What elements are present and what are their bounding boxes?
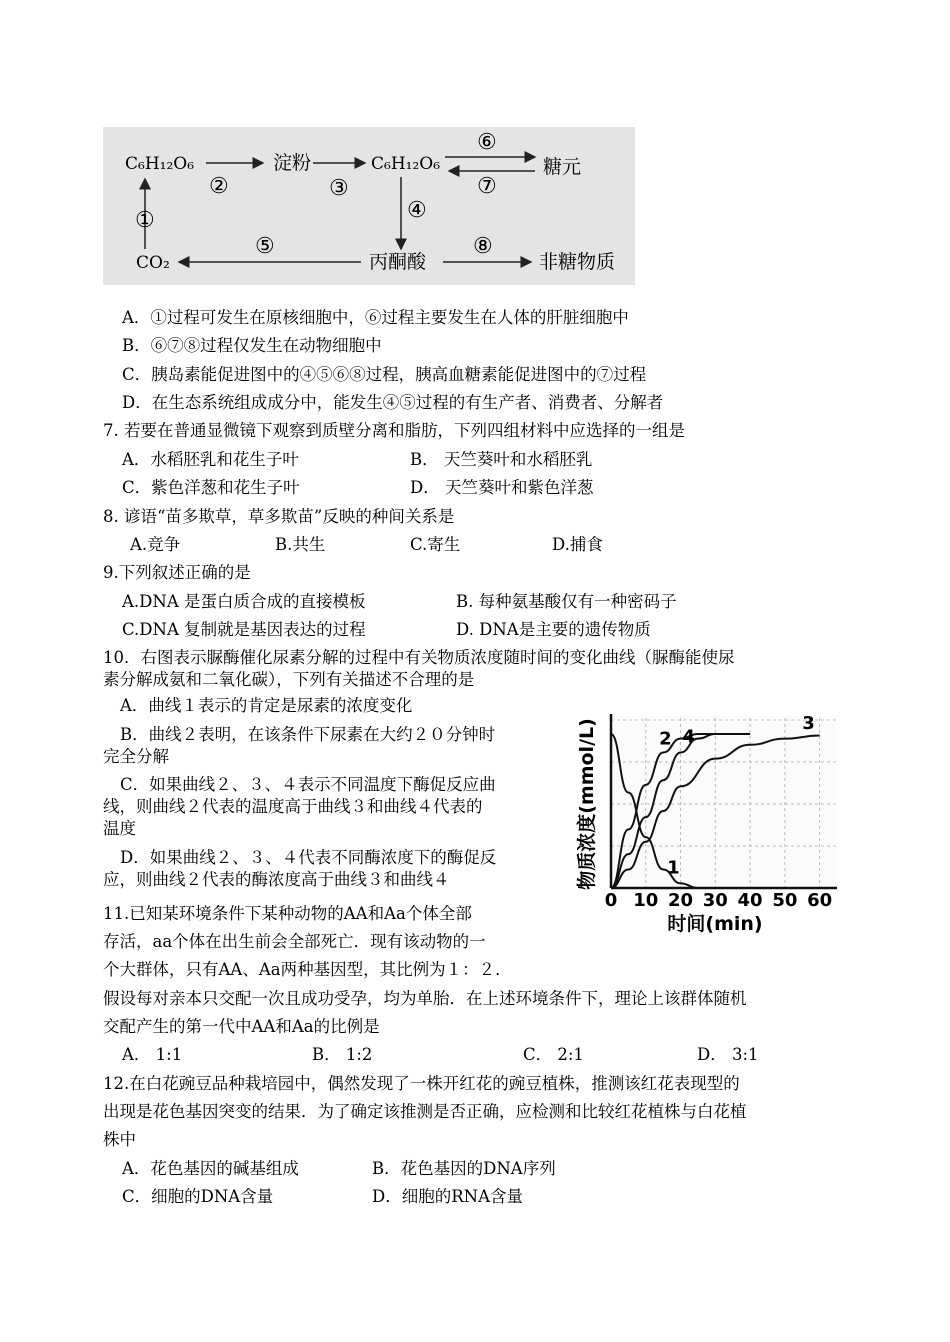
node-glucose-mid: C₆H₁₂O₆: [371, 154, 441, 174]
enzyme-concentration-chart: [565, 708, 850, 938]
q11-line2: 存活，aa个体在出生前会全部死亡．现有该动物的一: [103, 932, 486, 951]
q10-option-d-line2: 应，则曲线２代表的酶浓度高于曲线３和曲线４: [103, 870, 450, 889]
q11-line3: 个大群体，只有AA、Aa两种基因型，其比例为１：２．: [103, 960, 512, 979]
q12-line3: 株中: [103, 1130, 136, 1149]
q9-option-b: B. 每种氨基酸仅有一种密码子: [456, 592, 677, 611]
q10-stem-line2: 素分解成氨和二氧化碳），下列有关描述不合理的是: [103, 670, 475, 689]
chart-y-label: 物质浓度(mmol/L): [576, 718, 598, 890]
q10-option-a: A．曲线１表示的肯定是尿素的浓度变化: [120, 696, 413, 715]
q8-stem: 8. 谚语“苗多欺草，草多欺苗”反映的种间关系是: [103, 507, 455, 526]
chart-x-tick-label: 60: [807, 890, 833, 911]
q11-line1: 11.已知某环境条件下某种动物的AA和Aa个体全部: [103, 904, 472, 923]
chart-series-label-1: 1: [667, 857, 680, 879]
q9-option-c: C.DNA 复制就是基因表达的过程: [122, 620, 366, 639]
q8-option-a: A.竞争: [130, 535, 181, 554]
q10-option-d-line1: D．如果曲线２、３、４代表不同酶浓度下的酶促反: [120, 848, 497, 867]
q6-option-b: B．⑥⑦⑧过程仅发生在动物细胞中: [122, 336, 382, 355]
chart-x-label: 时间(min): [667, 913, 763, 935]
q11-option-b: B． 1:2: [312, 1045, 373, 1064]
node-pyruvate: 丙酮酸: [369, 251, 427, 273]
label-process-4: ④: [407, 198, 427, 223]
label-process-2: ②: [209, 174, 229, 199]
q11-option-d: D． 3:1: [697, 1045, 759, 1064]
q9-stem: 9.下列叙述正确的是: [103, 563, 251, 582]
q8-option-c: C.寄生: [410, 535, 461, 554]
q11-line5: 交配产生的第一代中AA和Aa的比例是: [103, 1017, 380, 1036]
q9-option-a: A.DNA 是蛋白质合成的直接模板: [122, 592, 366, 611]
label-process-7: ⑦: [477, 174, 497, 199]
q7-option-d: D． 天竺葵叶和紫色洋葱: [410, 478, 594, 497]
chart-x-tick-label: 20: [668, 890, 694, 911]
label-process-6: ⑥: [477, 130, 497, 155]
q12-option-a: A．花色基因的碱基组成: [122, 1159, 299, 1178]
q6-option-a: A．①过程可发生在原核细胞中，⑥过程主要发生在人体的肝脏细胞中: [122, 308, 629, 327]
q11-option-a: A． 1:1: [122, 1045, 183, 1064]
label-process-1: ①: [135, 208, 155, 233]
q7-option-c: C．紫色洋葱和花生子叶: [122, 478, 300, 497]
q10-option-b-line1: B．曲线２表明，在该条件下尿素在大约２０分钟时: [120, 725, 496, 744]
q10-option-b-line2: 完全分解: [103, 747, 169, 766]
chart-x-tick-label: 0: [604, 890, 618, 911]
chart-series-label-3: 3: [802, 713, 815, 735]
metabolism-diagram: [103, 127, 635, 285]
label-process-8: ⑧: [473, 234, 493, 259]
q12-option-c: C．细胞的DNA含量: [122, 1187, 274, 1206]
q8-option-b: B.共生: [275, 535, 326, 554]
chart-x-tick-label: 50: [772, 890, 798, 911]
node-glucose-top: C₆H₁₂O₆: [125, 154, 195, 174]
node-non-sugar: 非糖物质: [539, 251, 616, 273]
node-starch: 淀粉: [273, 152, 312, 174]
chart-series-label-2: 2: [659, 728, 672, 750]
q10-stem-line1: 10．右图表示脲酶催化尿素分解的过程中有关物质浓度随时间的变化曲线（脲酶能使尿: [103, 648, 735, 667]
chart-x-tick-label: 10: [633, 890, 659, 911]
label-process-5: ⑤: [255, 234, 275, 259]
q10-option-c-line3: 温度: [103, 819, 136, 838]
node-glycogen: 糖元: [543, 156, 582, 178]
q10-option-c-line1: C．如果曲线２、３、４表示不同温度下酶促反应曲: [120, 775, 496, 794]
q11-line4: 假设每对亲本只交配一次且成功受孕，均为单胎．在上述环境条件下，理论上该群体随机: [103, 989, 747, 1008]
chart-series-label-4: 4: [682, 726, 696, 748]
chart-x-tick-label: 40: [737, 890, 763, 911]
q9-option-d: D. DNA是主要的遗传物质: [456, 620, 651, 639]
q6-option-c: C．胰岛素能促进图中的④⑤⑥⑧过程，胰高血糖素能促进图中的⑦过程: [122, 365, 647, 384]
q7-stem: 7. 若要在普通显微镜下观察到质壁分离和脂肪，下列四组材料中应选择的一组是: [103, 421, 685, 440]
q7-option-b: B． 天竺葵叶和水稻胚乳: [410, 450, 593, 469]
label-process-3: ③: [329, 176, 349, 201]
q8-option-d: D.捕食: [552, 535, 603, 554]
q12-line1: 12.在白花豌豆品种栽培园中，偶然发现了一株开红花的豌豆植株，推测该红花表现型的: [103, 1074, 740, 1093]
q10-option-c-line2: 线，则曲线２代表的温度高于曲线３和曲线４代表的: [103, 797, 483, 816]
chart-x-tick-label: 30: [702, 890, 728, 911]
q12-option-b: B．花色基因的DNA序列: [372, 1159, 556, 1178]
node-co2: CO₂: [136, 253, 170, 273]
q6-option-d: D．在生态系统组成成分中，能发生④⑤过程的有生产者、消费者、分解者: [122, 393, 664, 412]
q12-option-d: D．细胞的RNA含量: [372, 1187, 524, 1206]
q7-option-a: A．水稻胚乳和花生子叶: [122, 450, 299, 469]
q11-option-c: C． 2:1: [523, 1045, 584, 1064]
q12-line2: 出现是花色基因突变的结果．为了确定该推测是否正确，应检测和比较红花植株与白花植: [103, 1102, 747, 1121]
